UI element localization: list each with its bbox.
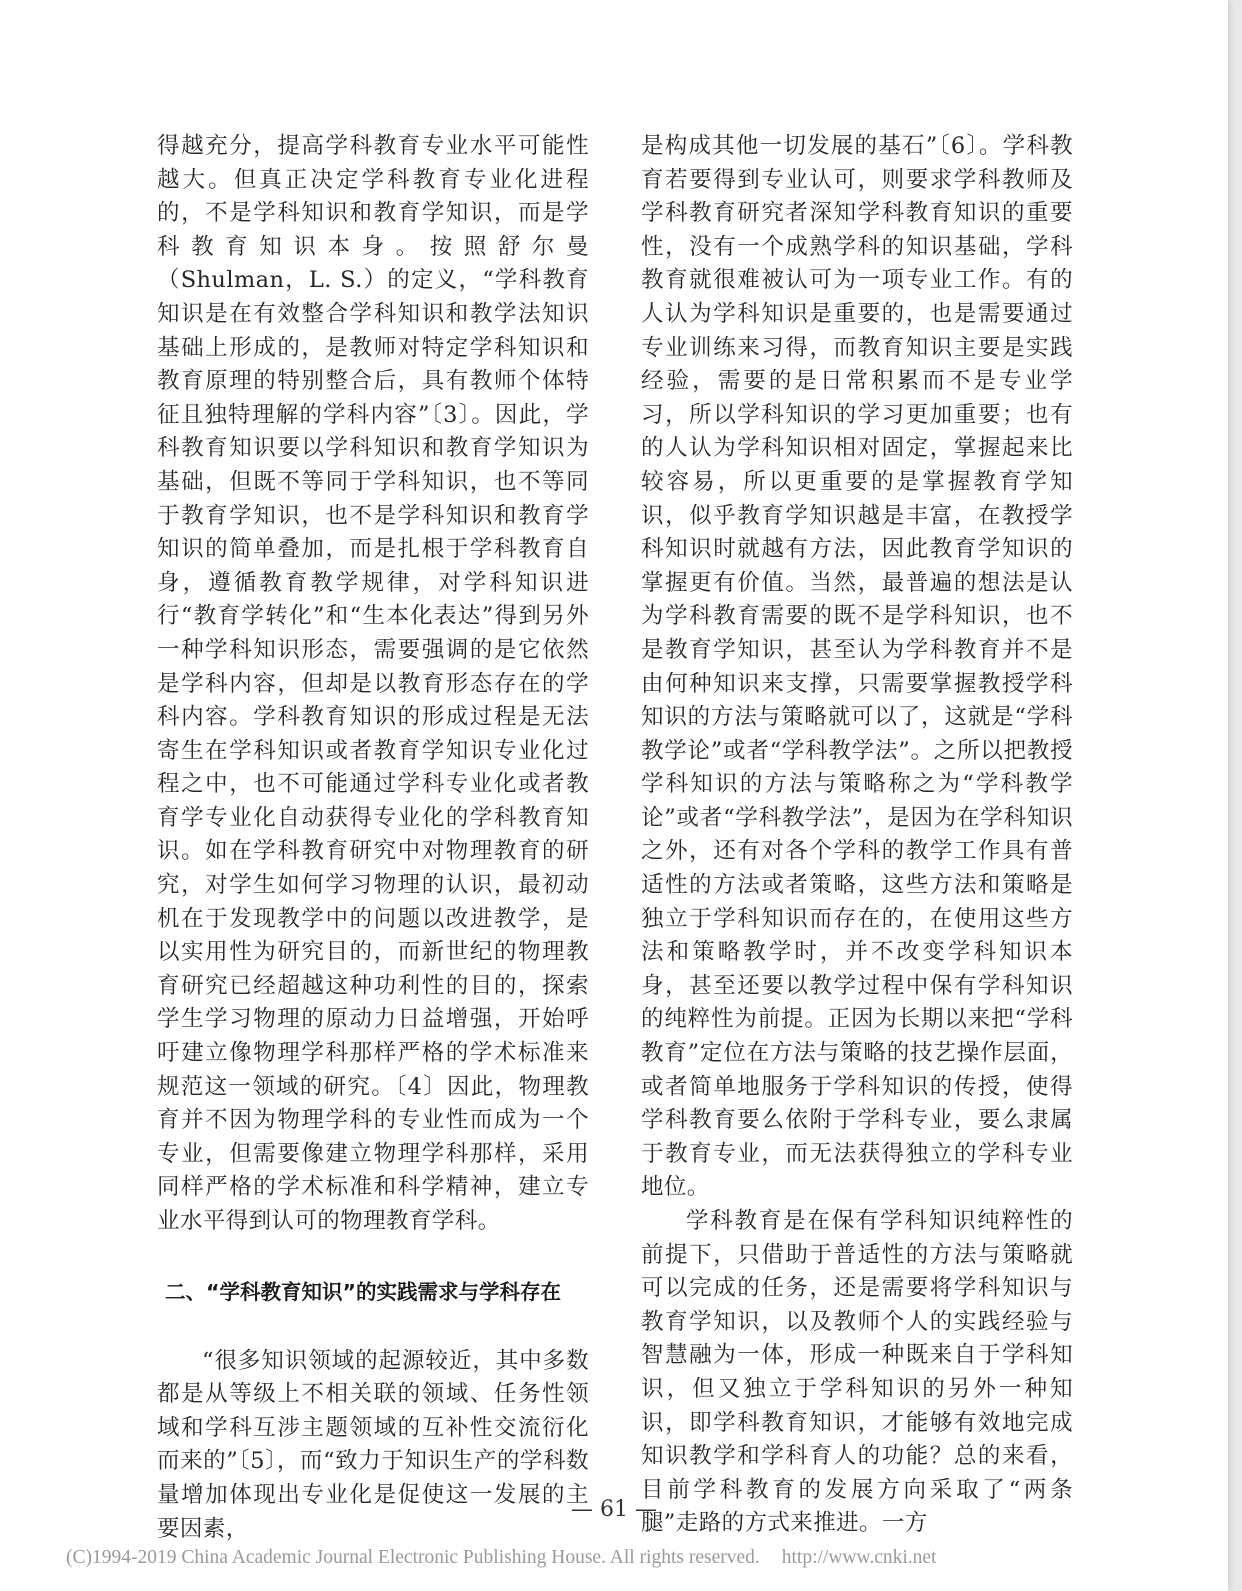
- right-paragraph-2: 学科教育是在保有学科知识纯粹性的前提下，只借助于普适性的方法与策略就可以完成的任务，还是需要将学科知识与教育学知识，以及教师个人的实践经验与智慧融为一体，形成一种既来自于学科知识，但又独立于学科知识的另外一种知识，即学科教育知识，才能够有效地完成知识教学和学科育人的功能？总的来看，目前学科教育的发展方向采取了“两条腿”走路的方式来推进。一方: [641, 1208, 1073, 1537]
- right-paragraph-1: 是构成其他一切发展的基石”〔6〕。学科教育若要得到专业认可，则要求学科教师及学科教育研究者深知学科教育知识的重要性，没有一个成熟学科的知识基础，学科教育就很难被认可为一项专业工作。有的人认为学科知识是重要的，也是需要通过专业训练来习得，而教育知识主要是实践经验，需要的是日常积累而不是专业学习，所以学科知识的学习更加重要；也有的人认为学科知识相对固定，掌握起来比较容易，所以更重要的是掌握教育学知识，似乎教育学知识越是丰富，在教授学科知识时就越有方法，因此教育学知识的掌握更有价值。当然，最普遍的想法是认为学科教育需要的既不是学科知识，也不是教育学知识，甚至认为学科教育并不是由何种知识来支撑，只需要掌握教授学科知识的方法与策略就可以了，这就是“学科教学论”或者“学科教学法”。之所以把教授学科知识的方法与策略称之为“学科教学论”或者“学科教学法”，是因为在学科知识之外，还有对各个学科的教学工作具有普适性的方法或者策略，这些方法和策略是独立于学科知识而存在的，在使用这些方法和策略教学时，并不改变学科知识本身，甚至还要以教学过程中保有学科知识的纯粹性为前提。正因为长期以来把“学科教育”定位在方法与策略的技艺操作层面，或者简单地服务于学科知识的传授，使得学科教育要么依附于学科专业，要么隶属于教育专业，而无法获得独立的学科专业地位。: [641, 133, 1073, 1201]
- left-paragraph-1: 得越充分，提高学科教育专业水平可能性越大。但真正决定学科教育专业化进程的，不是学科知识和教育学知识，而是学科教育知识本身。按照舒尔曼（Shulman，L. S.）的定义，“学科教育知识是在有效整合学科知识和教学法知识基础上形成的，是教师对特定学科知识和教育原理的特别整合后，具有教师个体特征且独特理解的学科内容”〔3〕。因此，学科教育知识要以学科知识和教育学知识为基础，但既不等同于学科知识，也不等同于教育学知识，也不是学科知识和教育学知识的简单叠加，而是扎根于学科教育自身，遵循教育教学规律，对学科知识进行“教育学转化”和“生本化表达”得到另外一种学科知识形态，需要强调的是它依然是学科内容，但却是以教育形态存在的学科内容。学科教育知识的形成过程是无法寄生在学科知识或者教育学知识专业化过程之中，也不可能通过学科专业化或者教育学专业化自动获得专业化的学科教育知识。如在学科教育研究中对物理教育的研究，对学生如何学习物理的认识，最初动机在于发现教学中的问题以改进教学，是以实用性为研究目的，而新世纪的物理教育研究已经超越这种功利性的目的，探索学生学习物理的原动力日益增强，开始呼吁建立像物理学科那样严格的学术标准来规范这一领域的研究。〔4〕因此，物理教育并不因为物理学科的专业性而成为一个专业，但需要像建立物理学科那样，采用同样严格的学术标准和科学精神，建立专业水平得到认可的物理教育学科。: [157, 133, 589, 1234]
- left-paragraph-2: “很多知识领域的起源较近，其中多数都是从等级上不相关联的领域、任务性领域和学科互涉主题领域的互补性交流衍化而来的”〔5〕，而“致力于知识生产的学科数量增加体现出专业化是促使这一发展的主要因素，: [157, 1347, 589, 1542]
- right-column: [641, 130, 1073, 1541]
- copyright-footer: [66, 1547, 936, 1569]
- left-column: [157, 130, 589, 1546]
- page-number: — 61 —: [571, 1497, 657, 1522]
- section-heading: 二、“学科教育知识”的实践需求与学科存在: [165, 1279, 561, 1304]
- copyright-text: (C)1994-2019 China Academic Journal Electronic Publishing House. All rights reserved.: [66, 1547, 760, 1568]
- cnki-url: http://www.cnki.net: [781, 1547, 937, 1568]
